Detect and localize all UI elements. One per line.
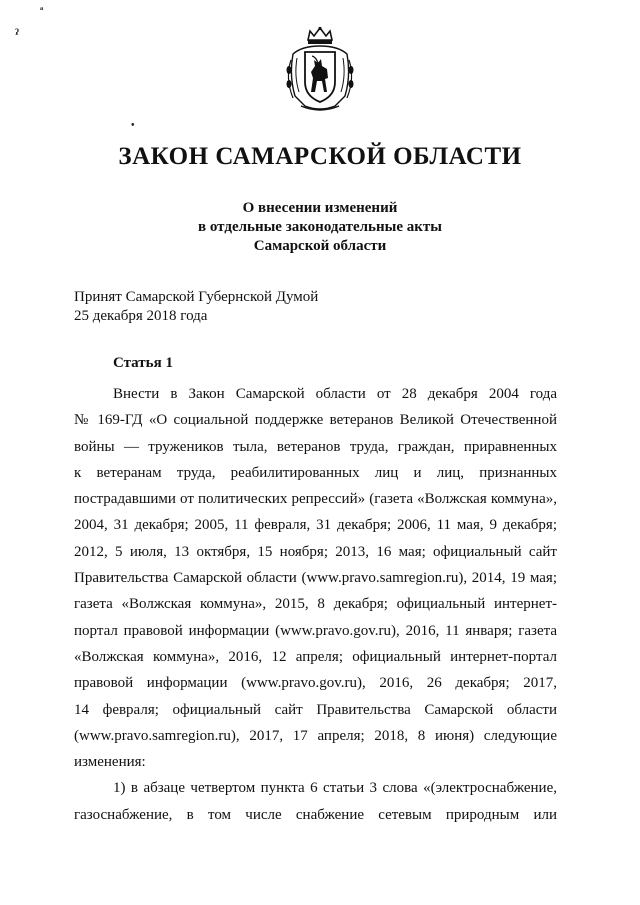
scan-artifact: ˀ	[15, 27, 19, 43]
subject-line: в отдельные законодательные акты	[198, 219, 442, 235]
text-line: портал правовой информации (www.pravo.gov.ru), 2016, 11 января; газета	[74, 622, 557, 639]
text-line: 2012, 5 июля, 13 октября, 15 ноября; 2013, 16 мая; официальный сайт	[74, 543, 557, 560]
subject-line: О внесении изменений	[242, 200, 398, 216]
scan-artifact: ᵃ	[40, 4, 44, 16]
text-line: пострадавшими от политических репрессий» (газета «Волжская коммуна»,	[74, 491, 557, 508]
text-line: войны — тружеников тыла, ветеранов труда, граждан, приравненных	[74, 438, 557, 455]
text-line: 14 февраля; официальный сайт Правительства Самарской области	[74, 701, 557, 718]
text-line: правовой информации (www.pravo.gov.ru), 2016, 26 декабря; 2017,	[74, 675, 557, 692]
page-title: ЗАКОН САМАРСКОЙ ОБЛАСТИ	[118, 143, 522, 170]
adoption-date: 25 декабря 2018 года	[74, 308, 208, 324]
adoption-note	[74, 288, 318, 326]
text-line: газета «Волжская коммуна», 2015, 8 декабря; официальный интернет-	[74, 596, 557, 613]
adoption-body: Принят Самарской Губернской Думой	[74, 289, 319, 305]
text-line: Внести в Закон Самарской области от 28 декабря 2004 года	[113, 386, 557, 402]
text-line: газоснабжение, в том числе снабжение сетевым природным или	[74, 806, 557, 823]
scan-artifact: •	[131, 120, 135, 131]
text-line: 2004, 31 декабря; 2005, 11 февраля, 31 декабря; 2006, 11 мая, 9 декабря;	[74, 517, 557, 534]
text-line: к ветеранам труда, реабилитированных лиц и лиц, признанных	[74, 464, 557, 481]
article-heading: Статья 1	[113, 355, 173, 371]
text-line: (www.pravo.samregion.ru), 2017, 17 апреля; 2018, 8 июня) следующие	[74, 727, 557, 744]
text-line: № 169-ГД «О социальной поддержке ветеранов Великой Отечественной	[74, 412, 557, 429]
text-line: изменения:	[74, 754, 146, 771]
coat-of-arms-icon	[283, 26, 357, 112]
subject-line: Самарской области	[253, 238, 387, 254]
article-body	[74, 381, 557, 828]
text-line: Правительства Самарской области (www.pravo.samregion.ru), 2014, 19 мая;	[74, 570, 557, 587]
law-subject	[0, 199, 640, 256]
text-line: «Волжская коммуна», 2016, 12 апреля; официальный интернет-портал	[74, 648, 557, 665]
text-line: 1) в абзаце четвертом пункта 6 статьи 3 слова «(электроснабжение,	[113, 780, 557, 797]
